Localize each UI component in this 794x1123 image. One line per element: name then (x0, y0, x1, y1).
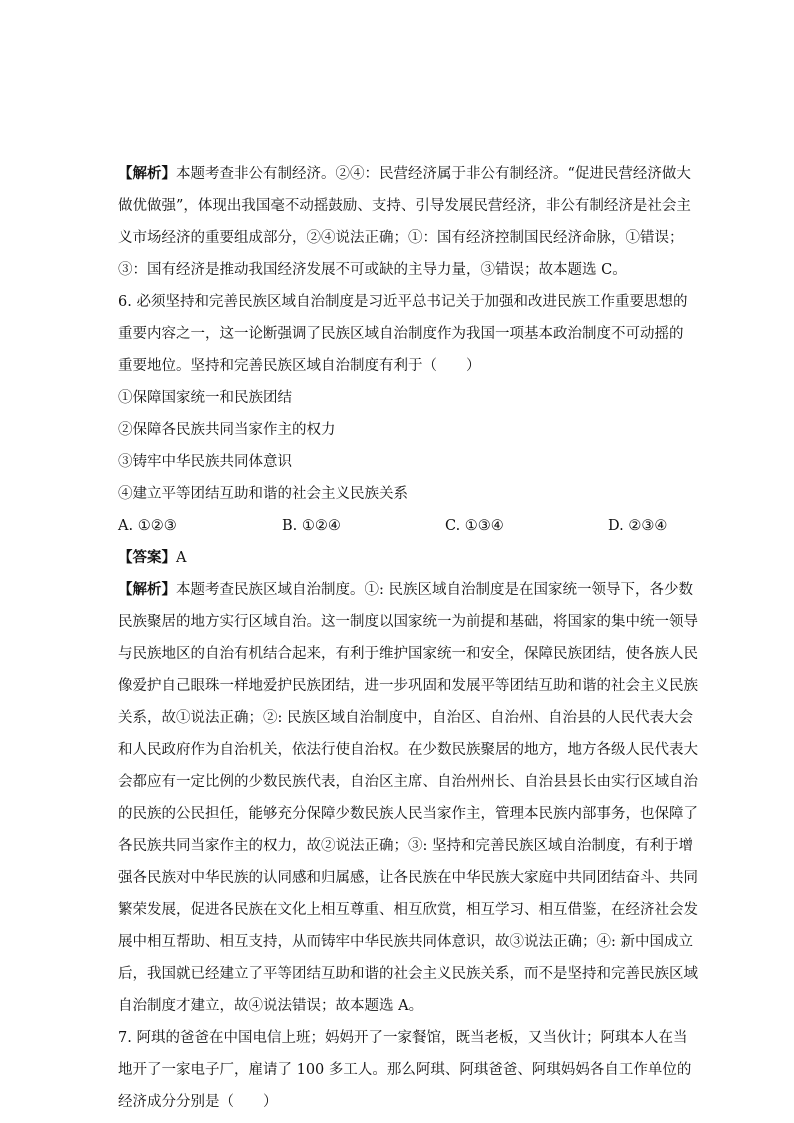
analysis2-line-4: 像爱护自己眼珠一样地爱护民族团结，进一步巩固和发展平等团结互助和谐的社会主义民族 (118, 678, 698, 694)
question6-line-1: 6. 必须坚持和完善民族区域自治制度是习近平总书记关于加强和改进民族工作重要思想的 (118, 294, 688, 310)
analysis1-line-3: 义市场经济的重要组成部分，②④说法正确；①：国有经济控制国民经济命脉，①错误； (118, 230, 684, 246)
analysis2-line-10: 强各民族对中华民族的认同感和归属感，让各民族在中华民族大家庭中共同团结奋斗、共同 (118, 870, 698, 886)
analysis2-line-14: 自治制度才建立，故④说法错误；故本题选 A。 (118, 998, 424, 1014)
analysis1-line-4: ③：国有经济是推动我国经济发展不可或缺的主导力量，③错误；故本题选 C。 (118, 262, 627, 278)
question6-answer (118, 549, 678, 567)
analysis2-line-2: 民族聚居的地方实行区域自治。这一制度以国家统一为前提和基础，将国家的集中统一领导 (118, 614, 698, 630)
question7-line-2: 地开了一家电子厂，雇请了 100 多工人。那么阿琪、阿琪爸爸、阿琪妈妈各自工作单位的 (118, 1062, 692, 1078)
question6-option-c: C. ①③④ (445, 518, 504, 534)
question6-option-b: B. ①②④ (282, 518, 341, 534)
question6-option-d: D. ②③④ (608, 518, 668, 534)
analysis2-line-9: 各民族共同当家作主的权力，故②说法正确；③: 坚持和完善民族区域自治制度，有利于增 (118, 838, 693, 854)
question6-item-3: ③铸牢中华民族共同体意识 (118, 454, 292, 470)
question7-line-3: 经济成分分别是（ ） (118, 1094, 278, 1110)
question6-line-3: 重要地位。坚持和完善民族区域自治制度有利于（ ） (118, 358, 481, 374)
answer-label: 【答案】 (118, 549, 176, 566)
question7-line-1: 7. 阿琪的爸爸在中国电信上班；妈妈开了一家餐馆，既当老板，又当伙计；阿琪本人在当 (118, 1030, 688, 1046)
analysis2-line-3: 与民族地区的自治有机结合起来，有利于维护国家统一和安全，保障民族团结，使各族人民 (118, 646, 698, 662)
analysis2-line-5: 关系，故①说法正确；②: 民族区域自治制度中，自治区、自治州、自治县的人民代表大会 (118, 710, 693, 726)
analysis1-line-2: 做优做强”，体现出我国毫不动摇鼓励、支持、引导发展民营经济，非公有制经济是社会主 (118, 198, 691, 214)
analysis2-line-12: 展中相互帮助、相互支持，从而铸牢中华民族共同体意识，故③说法正确；④: 新中国成立 (118, 934, 693, 950)
analysis2-line-8: 的民族的公民担任，能够充分保障少数民族人民当家作主，管理本民族内部事务，也保障了 (118, 806, 698, 822)
analysis1-label: 【解析】 (118, 165, 176, 182)
analysis2-line-7: 会都应有一定比例的少数民族代表，自治区主席、自治州州长、自治县县长由实行区域自治 (118, 774, 698, 790)
question6-item-4: ④建立平等团结互助和谐的社会主义民族关系 (118, 486, 408, 502)
analysis2-line-13: 后，我国就已经建立了平等团结互助和谐的社会主义民族关系，而不是坚持和完善民族区域 (118, 966, 698, 982)
question6-option-a: A. ①②③ (118, 518, 177, 534)
analysis2-line-11: 繁荣发展，促进各民族在文化上相互尊重、相互欣赏，相互学习、相互借鉴，在经济社会发 (118, 902, 698, 918)
analysis2-label: 【解析】 (118, 581, 176, 598)
question6-item-1: ①保障国家统一和民族团结 (118, 390, 292, 406)
analysis2-line-6: 和人民政府作为自治机关，依法行使自治权。在少数民族聚居的地方，地方各级人民代表大 (118, 742, 698, 758)
question6-line-2: 重要内容之一，这一论断强调了民族区域自治制度作为我国一项基本政治制度不可动摇的 (118, 326, 684, 342)
question6-item-2: ②保障各民族共同当家作主的权力 (118, 422, 336, 438)
analysis2-line-1: 【解析】本题考查民族区域自治制度。①: 民族区域自治制度是在国家统一领导下，各少数 (118, 581, 693, 598)
analysis1-line-1: 【解析】本题考查非公有制经济。②④：民营经济属于非公有制经济。“促进民营经济做大 (118, 165, 691, 182)
answer-value: A (176, 550, 187, 566)
